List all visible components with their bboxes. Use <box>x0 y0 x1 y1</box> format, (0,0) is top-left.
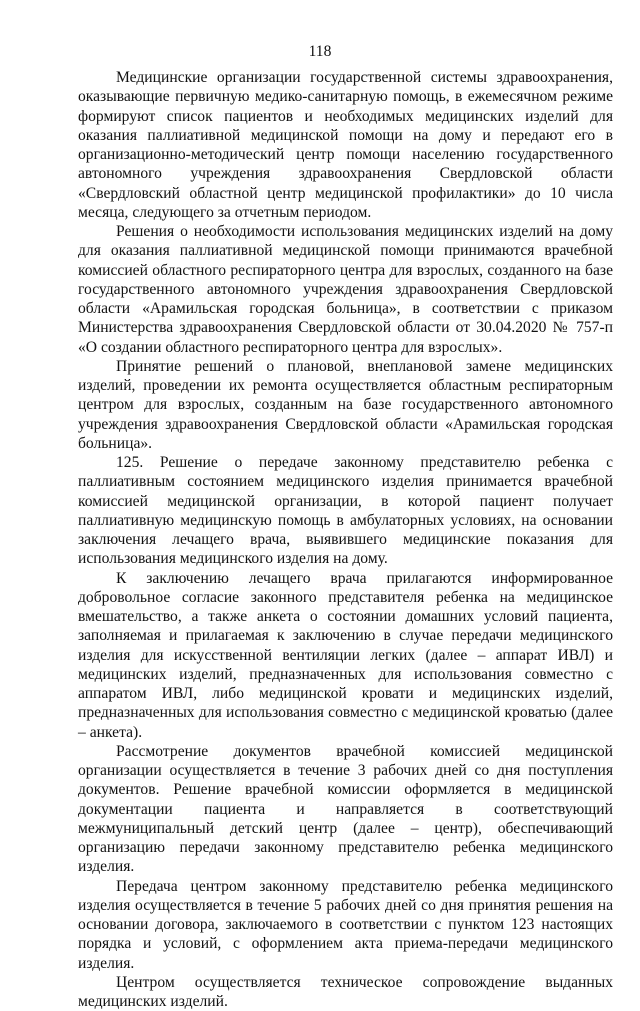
document-body <box>78 68 613 1011</box>
paragraph: 125. Решение о передаче законному представителю ребенка с паллиативным состоянием медицинского изделия принимается врачебной комиссией медицинской организации, в которой пациент получает паллиативную медицинскую помощь в амбулаторных условиях, на основании заключения лечащего врача, выявившего медицинские показания для использования медицинского изделия на дому. <box>78 454 613 568</box>
paragraph: Принятие решений о плановой, внеплановой замене медицинских изделий, проведении их ремонта осуществляется областным респираторным центром для взрослых, созданным на базе государственного автономного учреждения здравоохранения Свердловской области «Арамильская городская больница». <box>78 357 613 452</box>
paragraph: Центром осуществляется техническое сопровождение выданных медицинских изделий. <box>78 973 613 1010</box>
paragraph: Решения о необходимости использования медицинских изделий на дому для оказания паллиативной медицинской помощи принимаются врачебной комиссией областного респираторного центра для взрослых, созданного на базе государственного автономного учреждения здравоохранения Свердловской области «Арамильская городская больница», в соответствии с приказом Министерства здравоохранения Свердловской области от 30.04.2020 № 757-п «О создании областного респираторного центра для взрослых». <box>78 223 613 356</box>
paragraph: Передача центром законному представителю ребенка медицинского изделия осуществляется в течение 5 рабочих дней со дня принятия решения на основании договора, заключаемого в соответствии с пунктом 123 настоящих порядка и условий, с оформлением акта приема-передачи медицинского изделия. <box>78 877 613 972</box>
page-number: 118 <box>308 43 332 60</box>
paragraph: К заключению лечащего врача прилагаются информированное добровольное согласие законного представителя ребенка на медицинское вмешательство, а также анкета о состоянии домашних условий пациента, заполняемая и прилагаемая к заключению в случае передачи медицинского изделия для искусственной вентиляции легких (далее – аппарат ИВЛ) и медицинских изделий, предназначенных для использования совместно с аппаратом ИВЛ, либо медицинской кровати и медицинских изделий, предназначенных для использования совместно с медицинской кроватью (далее – анкета). <box>78 569 613 741</box>
paragraph: Медицинские организации государственной системы здравоохранения, оказывающие первичную медико-санитарную помощь, в ежемесячном режиме формируют список пациентов и необходимых медицинских изделий для оказания паллиативной медицинской помощи на дому и передают его в организационно-методический центр помощи населению государственного автономного учреждения здравоохранения Свердловской области «Свердловский областной центр медицинской профилактики» до 10 числа месяца, следующего за отчетным периодом. <box>78 69 613 221</box>
paragraph: Рассмотрение документов врачебной комиссией медицинской организации осуществляется в течение 3 рабочих дней со дня поступления документов. Решение врачебной комиссии оформляется в медицинской документации пациента и направляется в соответствующий межмуниципальный детский центр (далее – центр), обеспечивающий организацию передачи законному представителю ребенка медицинского изделия. <box>78 742 613 876</box>
